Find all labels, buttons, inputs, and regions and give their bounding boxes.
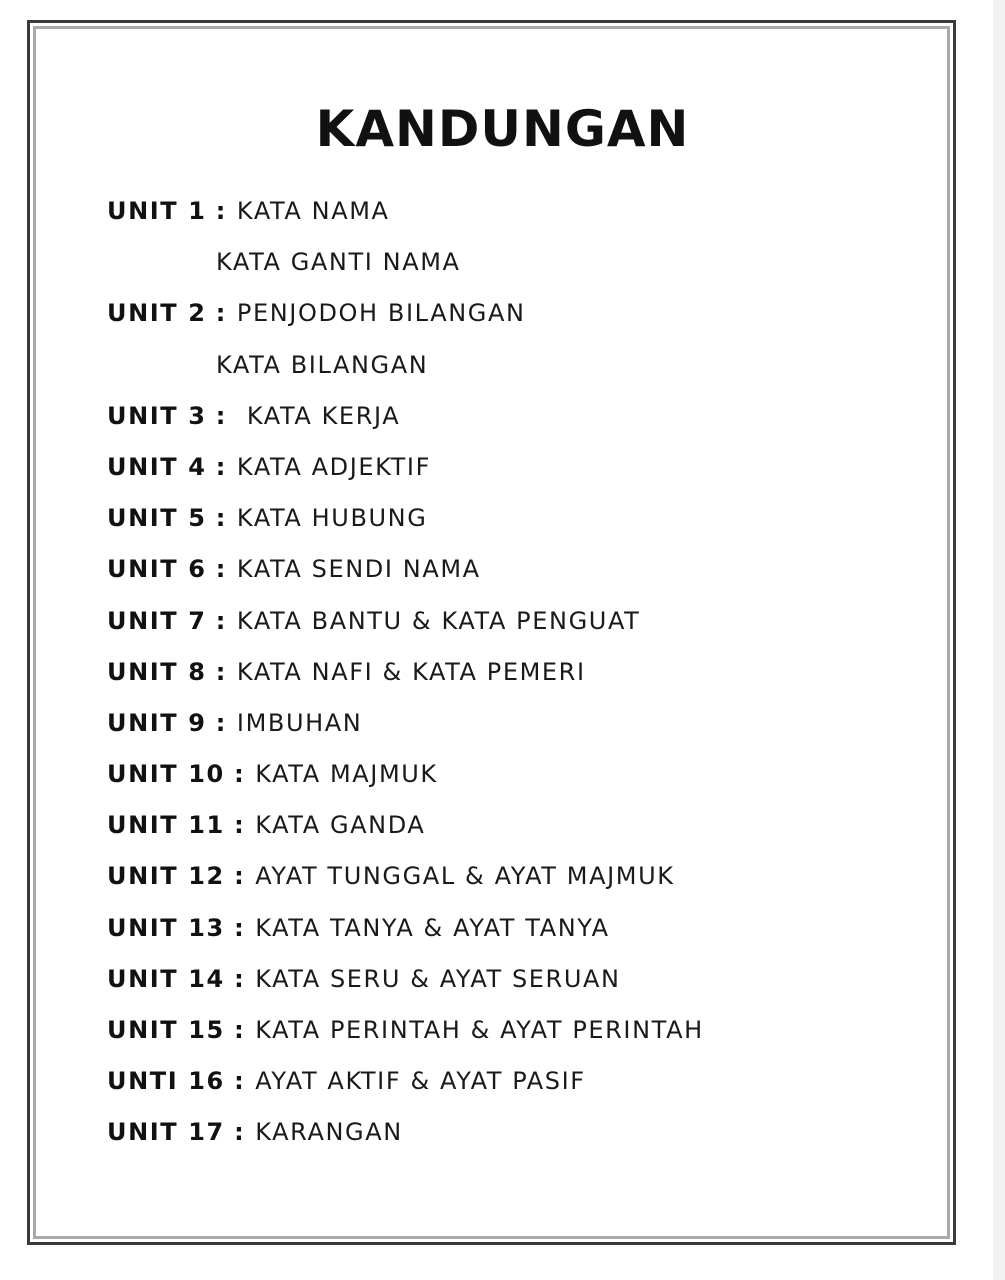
unit-topic: KATA NAMA bbox=[236, 197, 390, 225]
unit-topic: KATA NAFI & KATA PEMERI bbox=[236, 657, 586, 686]
toc-row-unit-5 bbox=[107, 503, 927, 554]
toc-row-unit-11 bbox=[107, 810, 927, 861]
unit-separator: : bbox=[215, 299, 237, 328]
toc-row-unit-7 bbox=[107, 606, 927, 657]
toc-row-unit-6 bbox=[107, 554, 927, 605]
unit-separator: : bbox=[234, 1118, 256, 1147]
toc-row-unit-16 bbox=[107, 1066, 927, 1117]
unit-separator: : bbox=[215, 452, 237, 481]
unit-topic: KARANGAN bbox=[255, 1118, 403, 1147]
unit-label: UNIT 4 bbox=[107, 452, 207, 481]
unit-separator: : bbox=[234, 964, 256, 993]
toc-row-unit-2-sub bbox=[107, 350, 927, 401]
side-strip bbox=[993, 0, 1005, 1280]
unit-separator: : bbox=[234, 811, 256, 840]
unit-topic: PENJODOH BILANGAN bbox=[236, 299, 526, 328]
unit-topic: KATA GANTI NAMA bbox=[216, 248, 461, 277]
unit-topic: KATA TANYA & AYAT TANYA bbox=[255, 913, 610, 942]
unit-topic: KATA SERU & AYAT SERUAN bbox=[255, 964, 621, 993]
unit-topic: KATA ADJEKTIF bbox=[236, 452, 431, 481]
unit-label: UNIT 1 bbox=[107, 197, 207, 225]
unit-label: UNIT 9 bbox=[107, 708, 207, 737]
page-title: KANDUNGAN bbox=[315, 100, 690, 158]
toc-row-unit-8 bbox=[107, 657, 927, 708]
unit-topic: KATA MAJMUK bbox=[255, 760, 438, 789]
unit-topic: KATA BANTU & KATA PENGUAT bbox=[236, 606, 641, 635]
unit-label: UNIT 2 bbox=[107, 299, 207, 328]
unit-label: UNIT 12 bbox=[107, 862, 225, 891]
unit-topic: AYAT TUNGGAL & AYAT MAJMUK bbox=[255, 862, 675, 891]
unit-label: UNIT 15 bbox=[107, 1016, 225, 1044]
toc-row-unit-14 bbox=[107, 964, 927, 1015]
unit-label: UNIT 5 bbox=[107, 504, 207, 533]
unit-separator: : bbox=[234, 1067, 256, 1096]
unit-separator: : bbox=[215, 708, 237, 737]
unit-topic: AYAT AKTIF & AYAT PASIF bbox=[255, 1067, 586, 1096]
toc-row-unit-15 bbox=[107, 1015, 927, 1066]
unit-separator: : bbox=[234, 1016, 256, 1044]
unit-label: UNIT 6 bbox=[107, 555, 207, 584]
unit-label: UNIT 3 bbox=[107, 401, 207, 430]
unit-label: UNIT 10 bbox=[107, 760, 225, 789]
unit-topic: KATA PERINTAH & AYAT PERINTAH bbox=[255, 1016, 704, 1044]
unit-label: UNIT 7 bbox=[107, 606, 207, 635]
toc-row-unit-1 bbox=[107, 196, 927, 247]
unit-separator: : bbox=[234, 760, 256, 789]
unit-topic: KATA SENDI NAMA bbox=[236, 555, 481, 584]
toc-row-unit-2 bbox=[107, 298, 927, 349]
unit-label: UNIT 13 bbox=[107, 913, 225, 942]
toc-row-unit-10 bbox=[107, 759, 927, 810]
unit-separator: : bbox=[215, 197, 237, 225]
unit-separator: : bbox=[215, 606, 237, 635]
unit-separator: : bbox=[215, 504, 237, 533]
toc-row-unit-12 bbox=[107, 861, 927, 912]
toc-row-unit-4 bbox=[107, 452, 927, 503]
unit-separator: : bbox=[215, 555, 237, 584]
unit-label: UNIT 11 bbox=[107, 811, 225, 840]
unit-separator: : bbox=[234, 862, 256, 891]
toc-row-unit-13 bbox=[107, 913, 927, 964]
toc-row-unit-17 bbox=[107, 1117, 927, 1168]
unit-label: UNTI 16 bbox=[107, 1067, 225, 1096]
unit-label: UNIT 8 bbox=[107, 657, 207, 686]
unit-separator: : bbox=[215, 657, 237, 686]
unit-topic: KATA HUBUNG bbox=[236, 504, 428, 533]
toc-row-unit-1-sub bbox=[107, 247, 927, 298]
unit-topic: KATA GANDA bbox=[255, 811, 426, 840]
toc-row-unit-9 bbox=[107, 708, 927, 759]
unit-topic: KATA KERJA bbox=[246, 401, 401, 430]
unit-label: UNIT 17 bbox=[107, 1118, 225, 1147]
table-of-contents bbox=[107, 196, 927, 1169]
unit-separator: : bbox=[234, 913, 256, 942]
unit-label: UNIT 14 bbox=[107, 964, 225, 993]
toc-row-unit-3 bbox=[107, 401, 927, 452]
unit-topic: KATA BILANGAN bbox=[216, 350, 429, 379]
unit-separator: : bbox=[215, 401, 247, 430]
unit-topic: IMBUHAN bbox=[236, 708, 363, 737]
